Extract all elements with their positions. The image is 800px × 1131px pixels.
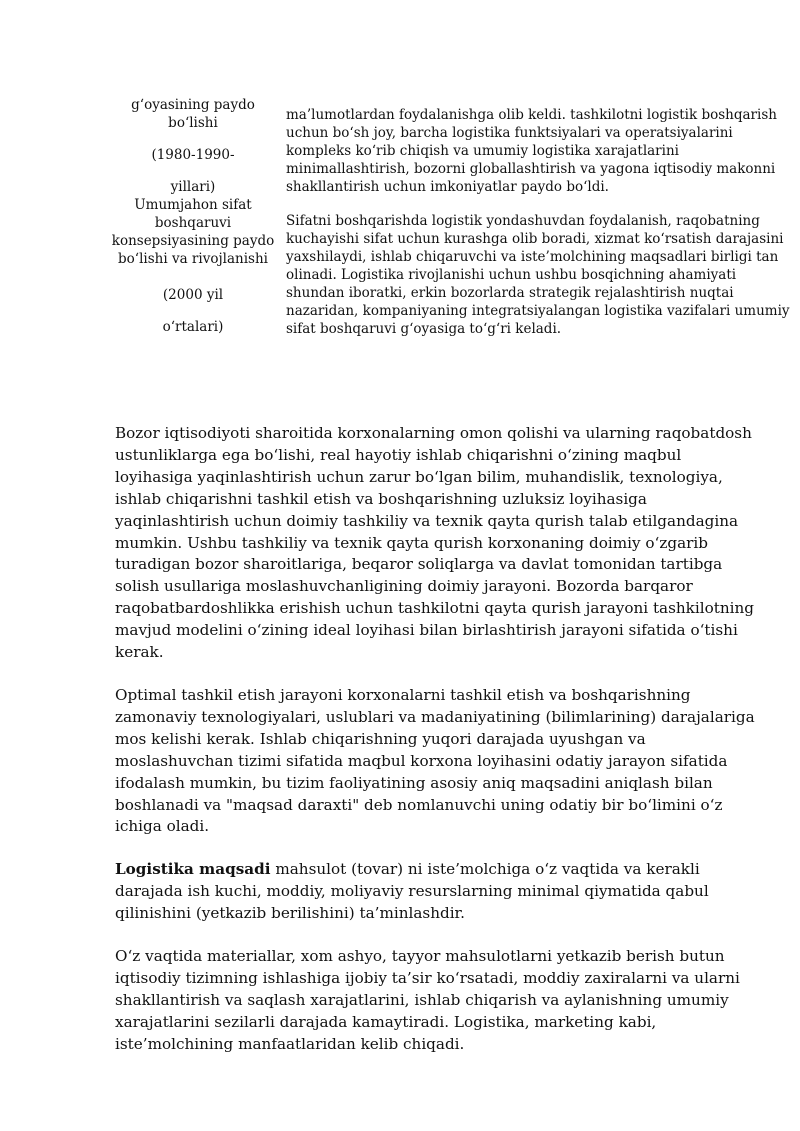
paragraph-text: mahsulot (tovar) ni iste’molchiga o‘z vaqtida va kerakli darajada ish kuchi, moddiy, moliyaviy resurslarning minimal qiymatida qabul qilinishini (yetkazib berilishini) ta’minlashdir. [115,860,709,923]
paragraph-text: Bozor iqtisodiyoti sharoitida korxonalarning omon qolishi va ularning raqobatdosh ustunliklarga ega bo‘lishi, real hayotiy ishlab chiqarishni o‘zining maqbul loyihasiga yaqinlashtirish uchun zarur bo‘lgan bilim, muhandislik, texnologiya, ishlab chiqarishni tashkil etish va boshqarishning uzluksiz loyihasiga yaqinlashtirish uchun doimiy tashkiliy va texnik qayta qurish talab etilgandagina mumkin. Ushbu tashkiliy va texnik qayta qurish korxonaning doimiy o‘zgarib turadigan bozor sharoitlariga, beqaror soliqlarga va davlat tomonidan tartibga solish usullariga moslashuvchanligining doimiy jarayoni. Bozorda barqaror raqobatbardoshlikka erishish uchun tashkilotni qayta qurish jarayoni tashkilotning mavjud modelini o‘zining ideal loyihasi bilan birlashtirish jarayoni sifatida o‘tishi kerak. [115,424,754,662]
paragraph [115,946,755,1056]
paragraph [115,685,755,838]
table-left-cell: yillari) [170,179,216,195]
table-left-column [108,96,278,336]
table-left-cell: o‘rtalari) [162,319,224,335]
table-left-cell: Umumjahon sifat boshqaruvi konsepsiyasining paydo bo‘lishi va rivojlanishi [111,197,275,267]
table-left-cell: (2000 yil [162,287,224,303]
paragraph-bold: Logistika maqsadi [115,860,271,879]
paragraph-text: Optimal tashkil etish jarayoni korxonalarni tashkil etish va boshqarishning zamonaviy texnologiyalari, uslublari va madaniyatining (bilimlarining) darajalariga mos kelishi kerak. Ishlab chiqarishning yuqori darajada uyushgan va moslashuvchan tizimi sifatida maqbul korxona loyihasini odatiy jarayon sifatida ifodalash mumkin, bu tizim faoliyatining asosiy aniq maqsadini aniqlash bilan boshlanadi va "maqsad daraxti" deb nomlanuvchi uning odatiy bir bo‘limini o‘z ichiga oladi. [115,685,755,836]
body-text [115,423,755,1077]
table-left-cell: g‘oyasining paydo bo‘lishi [131,97,255,131]
table-right-paragraph: ma’lumotlardan foydalanishga olib keldi. tashkilotni logistik boshqarish uchun bo‘sh joy, barcha logistika funktsiyalari va operatsiyalarini kompleks ko‘rib chiqish va umumiy logistika xarajatlarini minimallashtirish, bozorni globallashtirish va yagona iqtisodiy makonni shakllantirish uchun imkoniyatlar paydo bo‘ldi. [286,107,777,195]
table-right-column [286,106,798,354]
paragraph [115,423,755,664]
paragraph [115,859,755,925]
table-right-paragraph: Sifatni boshqarishda logistik yondashuvdan foydalanish, raqobatning kuchayishi sifat uchun kurashga olib boradi, xizmat ko‘rsatish darajasini yaxshilaydi, ishlab chiqaruvchi va iste’molchining maqsadlari birligi tan olinadi. Logistika rivojlanishi uchun ushbu bosqichning ahamiyati shundan iboratki, erkin bozorlarda strategik rejalashtirish nuqtai nazaridan, kompaniyaning integratsiyalangan logistika vazifalari umumiy sifat boshqaruvi g‘oyasiga to‘g‘ri keladi. [286,213,790,337]
table-left-cell: (1980-1990- [151,147,235,163]
paragraph-text: O‘z vaqtida materiallar, xom ashyo, tayyor mahsulotlarni yetkazib berish butun iqtisodiy tizimning ishlashiga ijobiy ta’sir ko‘rsatadi, moddiy zaxiralarni va ularni shakllantirish va saqlash xarajatlarini, ishlab chiqarish va aylanishning umumiy xarajatlarini sezilarli darajada kamaytiradi. Logistika, marketing kabi, iste’molchining manfaatlaridan kelib chiqadi. [115,947,740,1053]
